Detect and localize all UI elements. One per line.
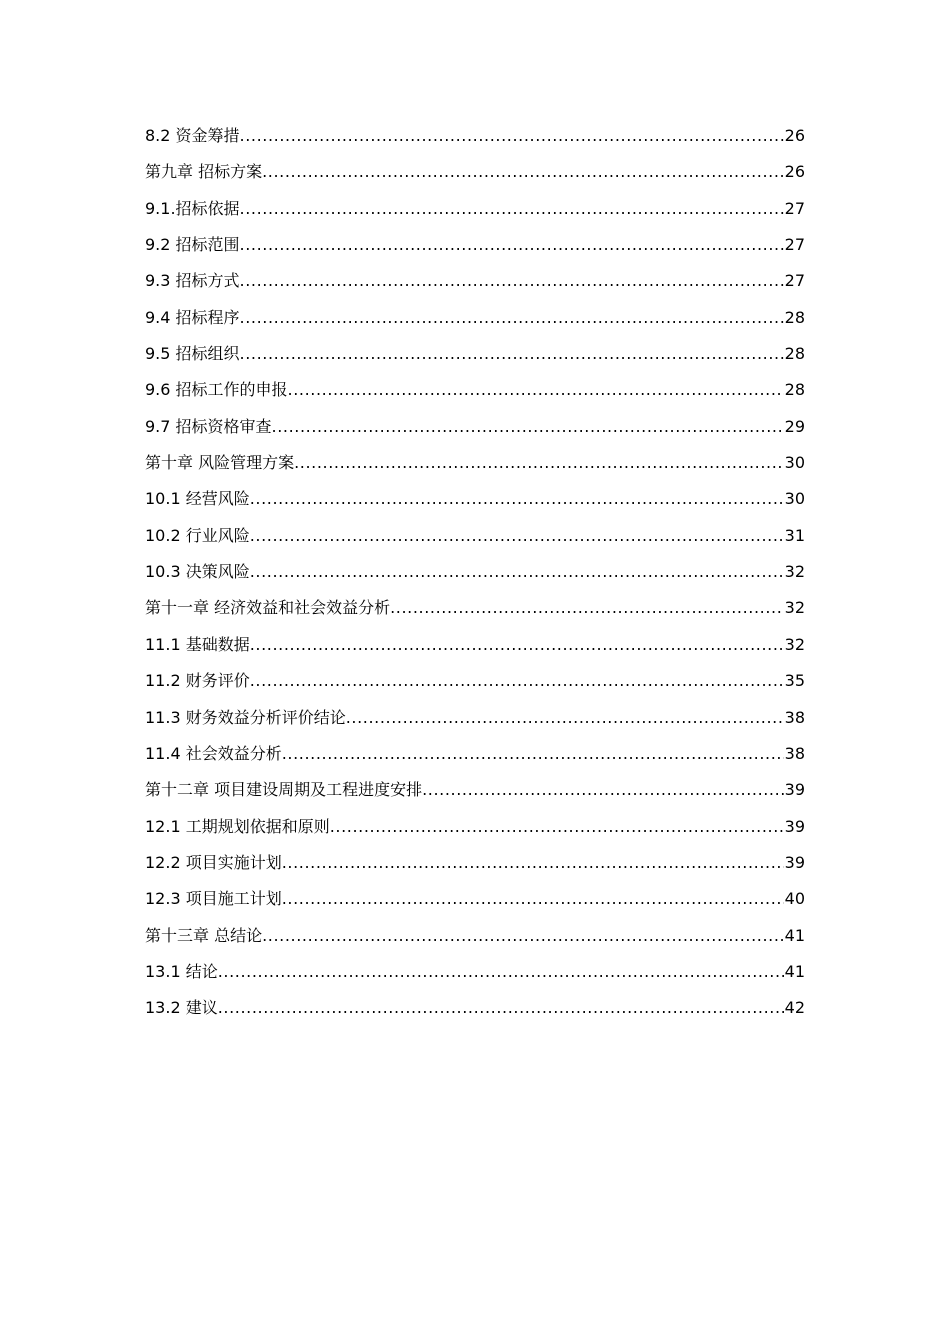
toc-entry-title: 第十一章 经济效益和社会效益分析	[145, 598, 391, 618]
toc-dot-leader	[422, 772, 784, 808]
toc-dot-leader	[240, 227, 784, 263]
toc-dot-leader	[390, 590, 784, 626]
toc-entry[interactable]	[145, 154, 805, 190]
toc-dot-leader	[250, 554, 784, 590]
toc-entry-title: 12.1 工期规划依据和原则	[145, 816, 330, 836]
toc-entry-title: 9.2 招标范围	[145, 235, 240, 255]
table-of-contents	[145, 118, 805, 1027]
toc-entry-page-number: 28	[784, 344, 805, 364]
toc-dot-leader	[282, 845, 784, 881]
toc-entry[interactable]	[145, 700, 805, 736]
toc-entry-title: 13.2 建议	[145, 998, 218, 1018]
toc-entry-page-number: 40	[784, 889, 805, 909]
toc-entry-page-number: 26	[784, 162, 805, 182]
toc-dot-leader	[294, 445, 784, 481]
toc-entry[interactable]	[145, 263, 805, 299]
toc-entry-page-number: 27	[784, 198, 805, 218]
toc-entry-page-number: 41	[784, 925, 805, 945]
toc-entry[interactable]	[145, 372, 805, 408]
toc-entry[interactable]	[145, 409, 805, 445]
toc-dot-leader	[330, 809, 784, 845]
toc-dot-leader	[250, 663, 784, 699]
toc-entry-page-number: 29	[784, 416, 805, 436]
toc-entry-title: 9.5 招标组织	[145, 344, 240, 364]
toc-entry-page-number: 32	[784, 634, 805, 654]
toc-entry[interactable]	[145, 227, 805, 263]
toc-dot-leader	[240, 336, 784, 372]
toc-entry-page-number: 28	[784, 307, 805, 327]
toc-entry-title: 12.2 项目实施计划	[145, 852, 282, 872]
toc-entry-page-number: 28	[784, 380, 805, 400]
toc-entry-page-number: 32	[784, 562, 805, 582]
toc-dot-leader	[250, 481, 784, 517]
toc-entry[interactable]	[145, 300, 805, 336]
toc-dot-leader	[240, 263, 784, 299]
toc-entry[interactable]	[145, 736, 805, 772]
toc-entry-page-number: 41	[784, 961, 805, 981]
toc-entry-page-number: 30	[784, 489, 805, 509]
toc-entry-title: 11.1 基础数据	[145, 634, 250, 654]
toc-entry-page-number: 26	[784, 126, 805, 145]
toc-entry[interactable]	[145, 118, 805, 154]
toc-entry[interactable]	[145, 445, 805, 481]
toc-dot-leader	[250, 627, 784, 663]
toc-entry-page-number: 30	[784, 453, 805, 473]
toc-entry-title: 第十章 风险管理方案	[145, 453, 295, 473]
toc-entry[interactable]	[145, 845, 805, 881]
toc-dot-leader	[272, 409, 784, 445]
toc-dot-leader	[262, 918, 784, 954]
toc-entry[interactable]	[145, 881, 805, 917]
toc-entry[interactable]	[145, 518, 805, 554]
toc-entry-title: 10.2 行业风险	[145, 525, 250, 545]
toc-entry-page-number: 38	[784, 743, 805, 763]
toc-dot-leader	[346, 700, 784, 736]
toc-dot-leader	[240, 300, 784, 336]
toc-entry-page-number: 32	[784, 598, 805, 618]
toc-entry-title: 11.2 财务评价	[145, 671, 250, 691]
toc-entry-page-number: 39	[784, 852, 805, 872]
toc-entry-title: 9.6 招标工作的申报	[145, 380, 288, 400]
toc-dot-leader	[288, 372, 784, 408]
toc-entry-title: 9.3 招标方式	[145, 271, 240, 291]
toc-entry-title: 第九章 招标方案	[145, 162, 263, 182]
toc-entry-page-number: 38	[784, 707, 805, 727]
toc-dot-leader	[218, 954, 784, 990]
toc-entry-title: 11.3 财务效益分析评价结论	[145, 707, 346, 727]
toc-entry[interactable]	[145, 990, 805, 1026]
toc-entry-page-number: 27	[784, 235, 805, 255]
toc-entry-title: 9.7 招标资格审查	[145, 416, 272, 436]
toc-entry[interactable]	[145, 772, 805, 808]
toc-entry-title: 10.1 经营风险	[145, 489, 250, 509]
toc-entry[interactable]	[145, 918, 805, 954]
toc-entry[interactable]	[145, 809, 805, 845]
toc-dot-leader	[240, 118, 784, 154]
toc-entry[interactable]	[145, 336, 805, 372]
toc-entry-page-number: 35	[784, 671, 805, 691]
toc-entry-title: 10.3 决策风险	[145, 562, 250, 582]
toc-dot-leader	[250, 518, 784, 554]
toc-entry[interactable]	[145, 191, 805, 227]
toc-dot-leader	[282, 736, 784, 772]
toc-entry-title: 9.1.招标依据	[145, 198, 240, 218]
toc-entry[interactable]	[145, 627, 805, 663]
toc-entry-page-number: 39	[784, 780, 805, 800]
toc-entry[interactable]	[145, 663, 805, 699]
toc-entry[interactable]	[145, 554, 805, 590]
toc-entry-page-number: 31	[784, 525, 805, 545]
toc-entry-title: 第十三章 总结论	[145, 925, 263, 945]
toc-entry[interactable]	[145, 481, 805, 517]
toc-entry-title: 第十二章 项目建设周期及工程进度安排	[145, 780, 423, 800]
toc-entry[interactable]	[145, 954, 805, 990]
toc-entry-page-number: 42	[784, 998, 805, 1018]
toc-entry-title: 8.2 资金筹措	[145, 126, 240, 145]
toc-entry-title: 9.4 招标程序	[145, 307, 240, 327]
toc-dot-leader	[282, 881, 784, 917]
toc-dot-leader	[218, 990, 784, 1026]
toc-entry-title: 13.1 结论	[145, 961, 218, 981]
toc-entry-title: 12.3 项目施工计划	[145, 889, 282, 909]
toc-entry-title: 11.4 社会效益分析	[145, 743, 282, 763]
toc-entry[interactable]	[145, 590, 805, 626]
toc-entry-page-number: 27	[784, 271, 805, 291]
toc-entry-page-number: 39	[784, 816, 805, 836]
toc-dot-leader	[240, 191, 784, 227]
toc-dot-leader	[262, 154, 784, 190]
